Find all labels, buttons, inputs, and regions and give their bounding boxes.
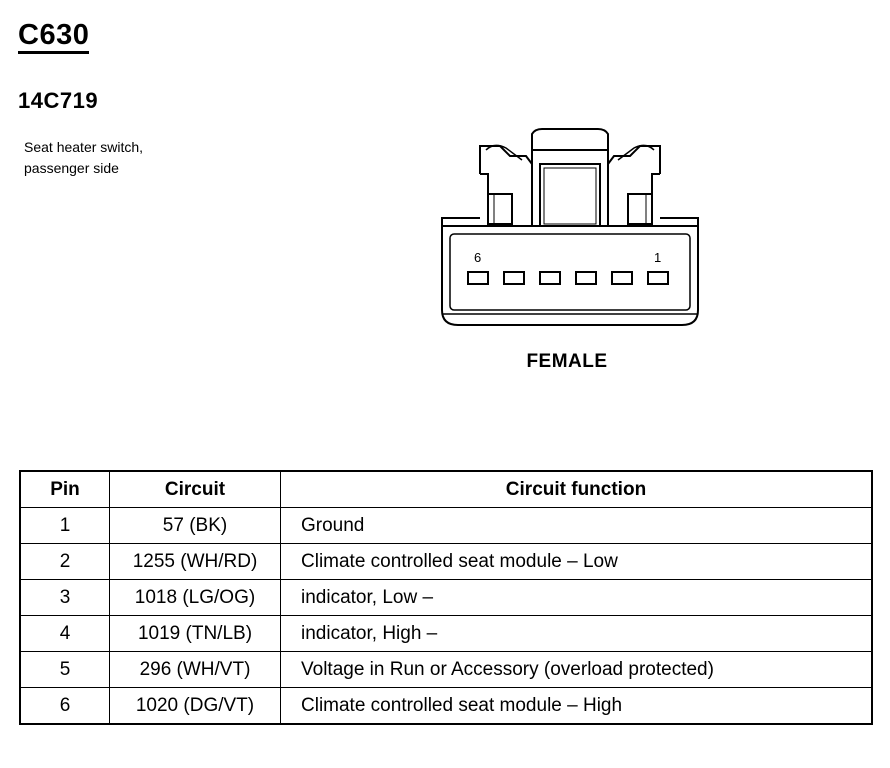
- connector-face-diagram: [430, 120, 710, 335]
- pin-label-6: 6: [474, 250, 482, 265]
- connector-id: C630: [18, 20, 89, 54]
- pin-cavity-6: [468, 272, 488, 284]
- pin-cell: 1: [20, 508, 110, 544]
- description-line-1: Seat heater switch,: [24, 139, 144, 155]
- pin-cell: 5: [20, 652, 110, 688]
- table-row: [20, 688, 872, 725]
- pin-cell: 6: [20, 688, 110, 725]
- description-line-2: passenger side: [24, 160, 119, 176]
- pin-cavity-5: [504, 272, 524, 284]
- pin-cavity-3: [576, 272, 596, 284]
- connector-title: [18, 20, 89, 54]
- pin-cavity-4: [540, 272, 560, 284]
- pin-cell: 4: [20, 616, 110, 652]
- table-row: [20, 652, 872, 688]
- circuit-cell: 1018 (LG/OG): [110, 580, 281, 616]
- circuit-cell: 57 (BK): [110, 508, 281, 544]
- circuit-cell: 1019 (TN/LB): [110, 616, 281, 652]
- circuit-cell: 1255 (WH/RD): [110, 544, 281, 580]
- connector-description: [24, 137, 224, 179]
- circuit-cell: 296 (WH/VT): [110, 652, 281, 688]
- pin-cell: 3: [20, 580, 110, 616]
- function-cell: Climate controlled seat module – Low: [281, 544, 873, 580]
- pin-label-1: 1: [654, 250, 662, 265]
- connector-housing-upper: [480, 146, 660, 226]
- function-cell: Climate controlled seat module – High: [281, 688, 873, 725]
- function-cell: indicator, High –: [281, 616, 873, 652]
- table-row: [20, 616, 872, 652]
- header-circuit-function: Circuit function: [281, 471, 873, 508]
- pin-cavity-1: [648, 272, 668, 284]
- pin-cell: 2: [20, 544, 110, 580]
- connector-side-window-right: [628, 194, 652, 224]
- table-header-row: [20, 471, 872, 508]
- pin-cavity-2: [612, 272, 632, 284]
- table-row: [20, 580, 872, 616]
- function-cell: Voltage in Run or Accessory (overload protected): [281, 652, 873, 688]
- pinout-table: [19, 470, 873, 725]
- table-row: [20, 544, 872, 580]
- circuit-cell: 1020 (DG/VT): [110, 688, 281, 725]
- connector-lock-window: [540, 164, 600, 226]
- connector-latch: [532, 129, 608, 164]
- header-circuit: Circuit: [110, 471, 281, 508]
- part-number: 14C719: [18, 88, 99, 113]
- connector-gender-label: FEMALE: [526, 351, 608, 372]
- header-pin: Pin: [20, 471, 110, 508]
- connector-side-window-left: [488, 194, 512, 224]
- function-cell: indicator, Low –: [281, 580, 873, 616]
- function-cell: Ground: [281, 508, 873, 544]
- table-row: [20, 508, 872, 544]
